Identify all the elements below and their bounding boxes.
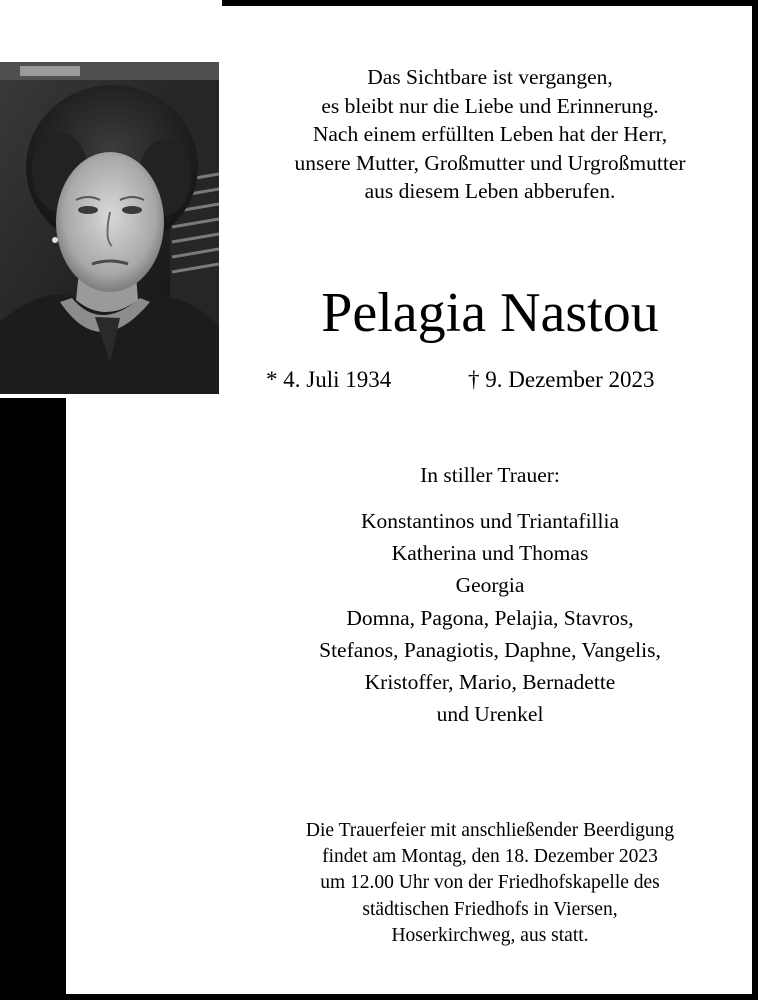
mourner-line: und Urenkel [436,702,544,727]
service-line: Hoserkirchweg, aus statt. [391,924,589,946]
deceased-name: Pelagia Nastou [321,282,659,344]
mourner-line: Stefanos, Panagiotis, Daphne, Vangelis, [319,637,661,662]
mourner-line: Konstantinos und Triantafillia [361,509,619,533]
mourner-line: Kristoffer, Mario, Bernadette [364,670,616,695]
mourner-line: Katherina und Thomas [391,541,589,566]
mourner-line: Domna, Pagona, Pelajia, Stavros, [346,605,634,630]
portrait-photo [0,62,219,394]
photo-area [0,0,222,398]
verse-line: Nach einem erfüllten Leben hat der Herr, [312,122,668,147]
mourners-list [230,505,750,730]
birth-date: * 4. Juli 1934 [266,367,392,392]
service-line: städtischen Friedhofs in Viersen, [362,898,618,920]
verse-line: unsere Mutter, Großmutter und Urgroßmutter [294,150,686,175]
service-line: Die Trauerfeier mit anschließender Beerdigung [305,820,675,841]
mourning-heading: In stiller Trauer: [420,463,560,487]
verse-line: es bleibt nur die Liebe und Erinnerung. [321,93,659,118]
verse [240,63,740,206]
service-line: findet am Montag, den 18. Dezember 2023 [322,846,658,868]
mourner-line: Georgia [455,573,525,598]
funeral-service-info [230,818,750,949]
verse-line: aus diesem Leben abberufen. [364,179,616,204]
service-line: um 12.00 Uhr von der Friedhofskapelle des [320,872,660,894]
portrait-image [0,62,219,394]
death-date: † 9. Dezember 2023 [468,367,655,392]
verse-line: Das Sichtbare ist vergangen, [367,65,613,89]
